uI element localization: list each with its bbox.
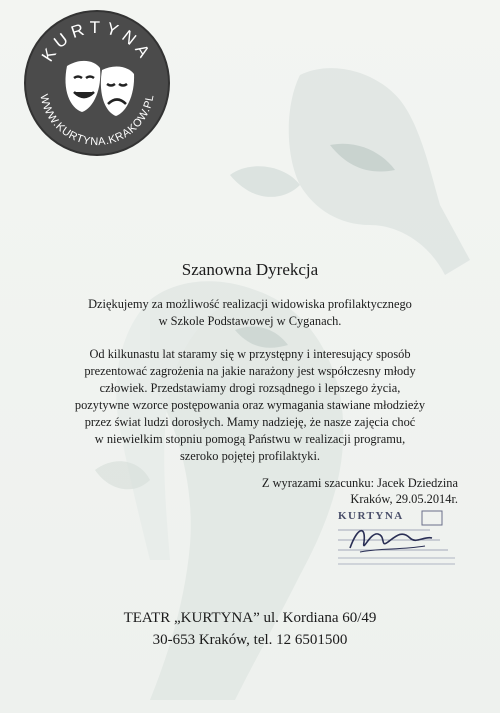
stamp-name-text: KURTYNA — [338, 510, 404, 522]
text-line: Dziękujemy za możliwość realizacji widowiska profilaktycznego — [88, 297, 412, 311]
paragraph-body — [60, 346, 440, 465]
kurtyna-logo-icon — [22, 8, 172, 158]
salutation: Szanowna Dyrekcja — [181, 260, 319, 279]
paragraph-thanks — [60, 296, 440, 330]
text-line: Od kilkunastu lat staramy się w przystępny i interesujący sposób — [89, 347, 411, 361]
footer-contact: 30-653 Kraków, tel. 12 6501500 — [152, 632, 348, 648]
text-line: pozytywne wzorce postępowania oraz wymagania stawiane młodzieży — [74, 398, 426, 412]
text-line: w Szkole Podstawowej w Cyganach. — [158, 314, 342, 328]
text-line: w niewielkim stopniu pomogą Państwu w realizacji programu, — [94, 432, 406, 446]
text-line: przez świat ludzi dorosłych. Mamy nadzieję, że nasze zajęcia choć — [84, 415, 416, 429]
regards-line: Z wyrazami szacunku: Jacek Dziedzina — [261, 476, 458, 490]
place-date: Kraków, 29.05.2014r. — [350, 492, 458, 506]
text-line: prezentować zagrożenia na jakie narażony jest współczesny młody — [84, 364, 416, 378]
stamp-signature-icon — [330, 508, 465, 570]
text-line: człowiek. Przedstawiamy drogi rozsądnego i lepszego życia, — [99, 381, 401, 395]
logo-name-text: KURTYNA — [37, 17, 157, 65]
footer-address: TEATR „KURTYNA” ul. Kordiana 60/49 — [123, 610, 377, 626]
text-line: szeroko pojętej profilaktyki. — [179, 449, 321, 463]
logo-url-text: WWW.KURTYNA.KRAKOW.PL — [37, 93, 157, 149]
